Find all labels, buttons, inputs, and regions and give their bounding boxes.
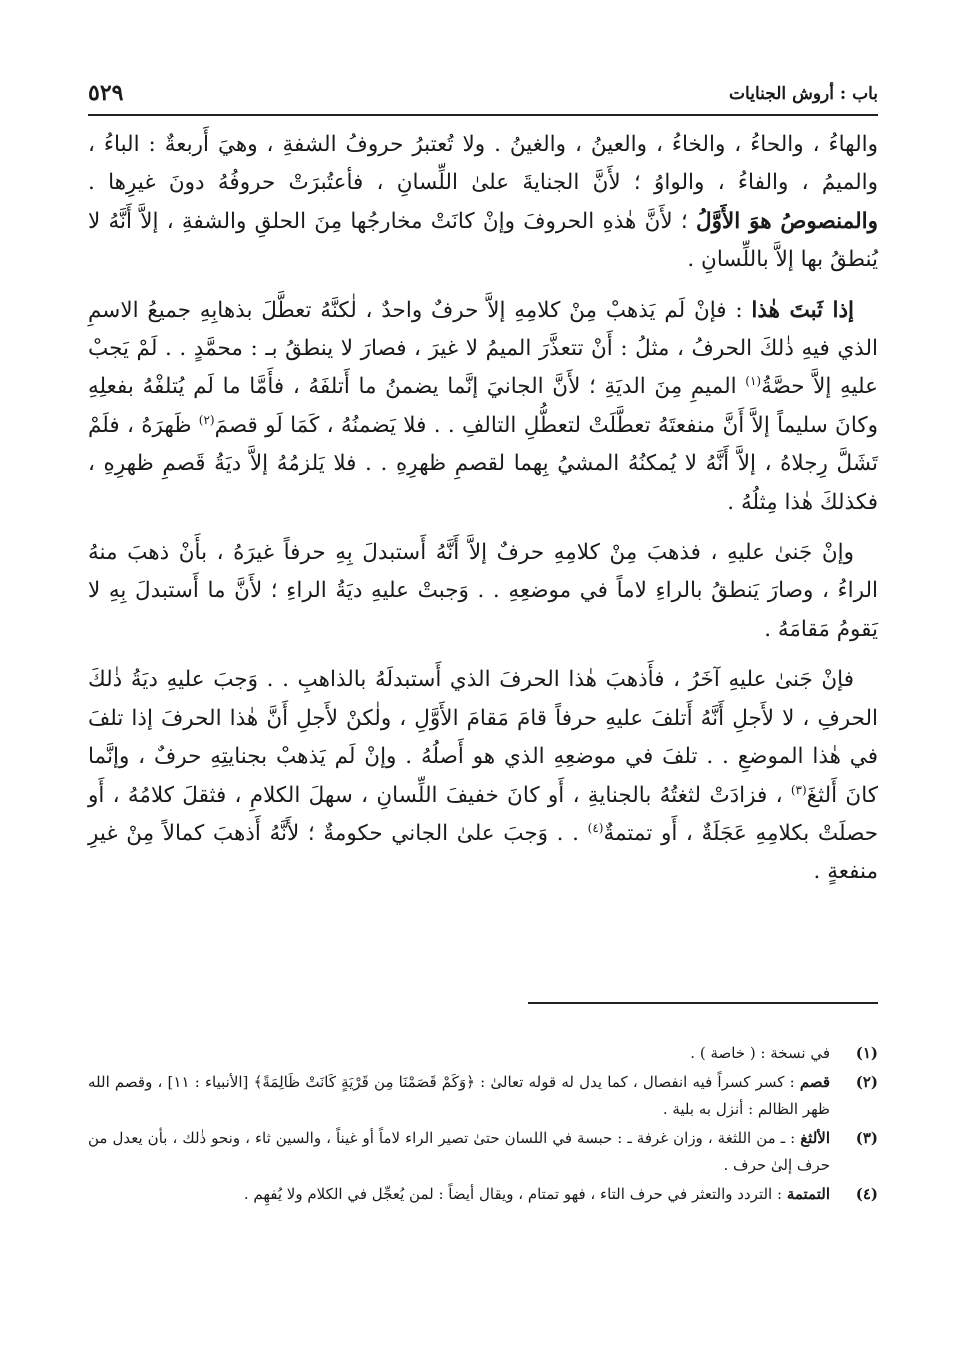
footnote-text: : كسر كسراً فيه انفصال ، كما يدل له قوله تعالىٰ : ﴿وَكَمْ قَصَمْنَا مِن قَرْيَةٍ كَانَتْ ظَالِمَةً﴾ [الأنبياء : ١١] ، وقصم الله ظهر الظالم : أنزل به بلية .	[88, 1073, 830, 1118]
footnote-divider	[528, 1002, 878, 1004]
page-header	[88, 78, 878, 116]
footnote-ref: (١)	[745, 374, 762, 389]
text-segment: ؛ لأَنَّ هٰذهِ الحروفَ وإنْ كانَتْ مخارجُها مِنَ الحلقِ والشفةِ ، إلاَّ أَنَّهُ لا يُنطقُ بها إلاَّ باللِّسانِ .	[88, 208, 878, 273]
main-text	[88, 126, 878, 892]
bold-phrase: والمنصوصُ هوَ الأَوَّلُ	[695, 208, 878, 234]
text-segment: الميمِ مِنَ الديَةِ ؛ لأَنَّ الجانيَ إنَّما يضمنُ ما أَتلفَهُ ، فأَمَّا ما لَم يُتلفْهُ بفعلِهِ وكانَ سليماً إلاَّ أَنَّ منفعتَهُ تعطَّلَتْ لتعطُّلِ التالفِ . . فلا يَضمنُهُ ، كَمَا لَو قصمَ	[88, 374, 878, 438]
footnote-item	[88, 1181, 878, 1208]
footnote-ref: (٢)	[198, 412, 215, 427]
running-title: باب : أروش الجنايات	[729, 84, 878, 104]
bold-phrase: إذا ثَبتَ هٰذا	[751, 297, 855, 323]
footnote-text: : ـ من اللثغة ، وزان غرفة ـ : حبسة في اللسان حتىٰ تصير الراء لاماً أو غيناً ، والسين ثاء ، ونحو ذٰلك ، بأن يعدل من حرف إلىٰ حرف .	[88, 1129, 830, 1174]
footnote-number: (٢)	[855, 1073, 878, 1091]
footnote-text: في نسخة : ( خاصة ) .	[690, 1044, 830, 1062]
book-page	[88, 78, 878, 1348]
text-segment: : فإنْ لَم يَذهبْ مِنْ كلامِهِ إلاَّ حرفٌ واحدٌ ، لٰكنَّهُ تعطَّلَ بذهابِهِ جميعُ الاسمِ الذي فيهِ ذٰلكَ الحرفُ ، مثلُ : أَنْ تتعذَّرَ الميمُ لا غيرَ ، فصارَ لا ينطقُ بـ : محمَّدٍ . . لَمْ يَجبْ عليهِ إلاَّ حصَّةُ	[88, 297, 878, 400]
footnote-number: (١)	[855, 1044, 878, 1062]
paragraph	[88, 126, 878, 280]
paragraph	[88, 661, 878, 891]
footnote-term: التمتمة	[786, 1185, 830, 1203]
footnote-number: (٤)	[855, 1185, 878, 1203]
footnote-number: (٣)	[855, 1129, 878, 1147]
footnote-ref: (٤)	[587, 820, 604, 835]
footnote-term: الألثغ	[800, 1129, 830, 1147]
text-segment: . . وَجبَ علىٰ الجاني حكومةٌ ؛ لأَنَّهُ أَذهبَ كمالاً مِنْ غيرِ منفعةٍ .	[88, 820, 878, 885]
footnote-item	[88, 1125, 878, 1179]
footnote-item	[88, 1040, 878, 1067]
footnote-term: قصم	[799, 1073, 830, 1091]
footnotes	[88, 1040, 878, 1210]
text-segment: وإنْ جَنىٰ عليهِ ، فذهبَ مِنْ كلامِهِ حرفٌ إلاَّ أَنَّهُ أَستبدلَ بِهِ حرفاً غيرَهُ ، بأَنْ ذهبَ منهُ الراءُ ، وصارَ يَنطقُ بالراءِ لاماً في موضعِهِ . . وَجبتْ عليهِ ديَةُ الراءِ ؛ لأَنَّ ما أَستبدلَ بِهِ لا يَقومُ مَقامَهُ .	[88, 540, 878, 642]
text-segment: ظَهرَهُ ، فلَمْ تَشَلَّ رِجلاهُ ، إلاَّ أَنَّهُ لا يُمكنُهُ المشيُ بِهما لقصمِ ظهرِهِ . . فلا يَلزمُهُ إلاَّ ديَةُ قَصمِ ظهرِهِ ، فكذلكَ هٰذا مِثلُهُ .	[88, 412, 878, 515]
page-number: ٥٢٩	[88, 80, 124, 106]
footnote-ref: (٣)	[790, 782, 807, 797]
paragraph	[88, 292, 878, 522]
text-segment: فإنْ جَنىٰ عليهِ آخَرُ ، فأَذهبَ هٰذا الحرفَ الذي أَستبدلَهُ بالذاهبِ . . وَجبَ عليهِ ديَةُ ذٰلكَ الحرفِ ، لا لأَجلِ أَنَّهُ أَتلفَ عليهِ حرفاً قامَ مَقامَ الأَوَّلِ ، ولٰكنْ لأَجلِ أَنَّ هٰذا الحرفَ إذا تلفَ في هٰذا الموضعِ . . تلفَ في موضعِهِ الذي هو أَصلُهُ . وإنْ لَم يَذهبْ بجنايتِهِ حرفٌ ، وإنَّما كانَ أَلثغَ	[88, 667, 878, 808]
footnote-text: : التردد والتعثر في حرف التاء ، فهو تمتام ، ويقال أيضاً : لمن يُعجِّل في الكلام ولا يُفهِم .	[243, 1185, 787, 1203]
text-segment: والهاءُ ، والحاءُ ، والخاءُ ، والعينُ ، والغينُ . ولا تُعتبرُ حروفُ الشفةِ ، وهيَ أَربعةٌ : الباءُ ، والميمُ ، والفاءُ ، والواوُ ؛ لأَنَّ الجنايةَ علىٰ اللِّسانِ ، فأعتُبرَتْ حروفُهُ دونَ غيرِها .	[88, 132, 878, 196]
text-segment: ، فزادَتْ لثغتُهُ بالجنايةِ ، أَو كانَ خفيفَ اللِّسانِ ، سهلَ الكلامِ ، فثقلَ كلامُهُ ، أَو حصلَتْ بكلامِهِ عَجَلَةٌ ، أَو تمتمةٌ	[88, 782, 879, 846]
footnote-item	[88, 1069, 878, 1123]
paragraph	[88, 534, 878, 649]
